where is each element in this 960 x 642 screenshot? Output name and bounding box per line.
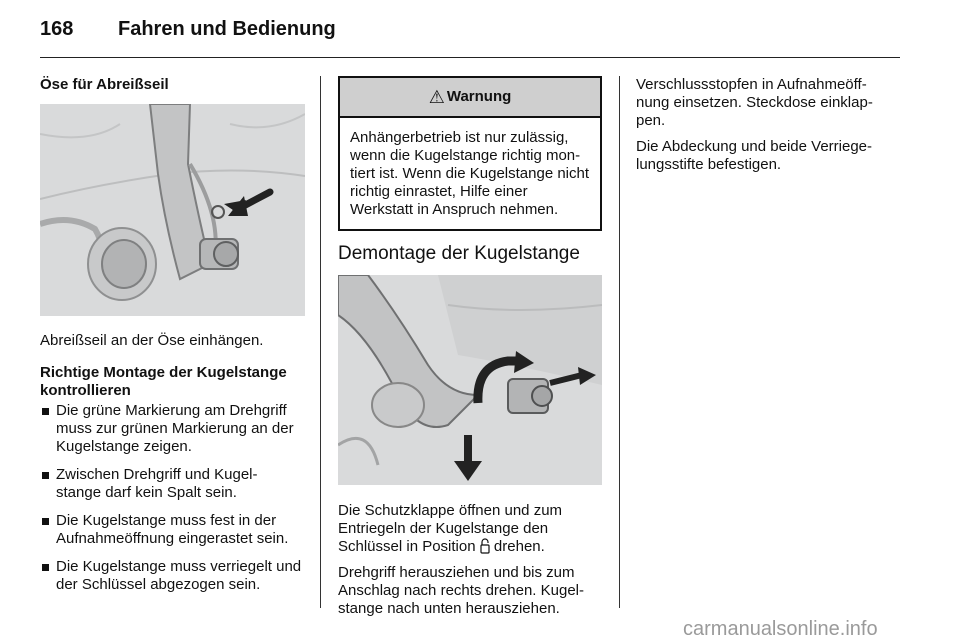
warning-header: [340, 78, 600, 118]
instruction-insert-plug: Verschlussstopfen in Aufnahmeöff- nung einsetzen. Steckdose einklap- pen.: [636, 76, 873, 129]
page-header: [40, 18, 336, 41]
figure-abreisseil: [40, 104, 305, 316]
header-rule: [40, 57, 900, 58]
check-list: [40, 402, 305, 594]
column-right: [636, 76, 900, 174]
subheading-montage: Richtige Montage der Kugelstange kontrollieren: [40, 364, 287, 399]
instruction-open-flap: [338, 502, 602, 556]
warning-title: Warnung: [446, 88, 512, 105]
figure-abreisseil-illustration: [40, 104, 305, 316]
column-divider: [619, 76, 620, 608]
page-number: 168: [40, 18, 74, 40]
list-item: Die Kugelstange muss verriegelt und der Schlüssel abgezogen sein.: [40, 558, 305, 594]
column-left: [40, 76, 305, 604]
open-lock-icon: [480, 538, 490, 554]
instruction-fix-cover: Die Abdeckung und beide Verriege- lungsstifte befestigen.: [636, 138, 873, 173]
warning-text: Anhängerbetrieb ist nur zulässig, wenn die Kugelstange richtig mon- tiert ist. Wenn die Kugelstange nicht richtig einrastet, Hilfe einer Werkstatt in Anspruch nehmen.: [350, 129, 590, 218]
section-heading-demontage: Demontage der Kugelstange: [338, 243, 580, 264]
warning-triangle-icon: ⚠: [428, 87, 445, 107]
column-middle: [338, 76, 602, 618]
list-item: Die grüne Markierung am Drehgriff muss zur grünen Markierung an der Kugelstange zeigen.: [40, 402, 305, 456]
instruction-text: Die Schutzklappe öffnen und zum Entriegeln der Kugelstange den Schlüssel in Position: [338, 502, 563, 555]
instruction-text: drehen.: [493, 538, 545, 555]
figure-demontage: [338, 275, 602, 485]
page-title: Fahren und Bedienung: [118, 18, 336, 40]
figure-demontage-illustration: [338, 275, 602, 485]
warning-box: [338, 76, 602, 231]
figure-caption: Abreißseil an der Öse einhängen.: [40, 332, 264, 349]
list-item: Die Kugelstange muss fest in der Aufnahmeöffnung eingerastet sein.: [40, 512, 305, 548]
column-divider: [320, 76, 321, 608]
list-item: Zwischen Drehgriff und Kugel- stange darf kein Spalt sein.: [40, 466, 305, 502]
watermark: carmanualsonline.info: [683, 618, 878, 640]
instruction-remove-ball: Drehgriff herausziehen und bis zum Anschlag nach rechts drehen. Kugel- stange nach unten herausziehen.: [338, 564, 584, 617]
section-heading-abreisseil: Öse für Abreißseil: [40, 76, 169, 93]
